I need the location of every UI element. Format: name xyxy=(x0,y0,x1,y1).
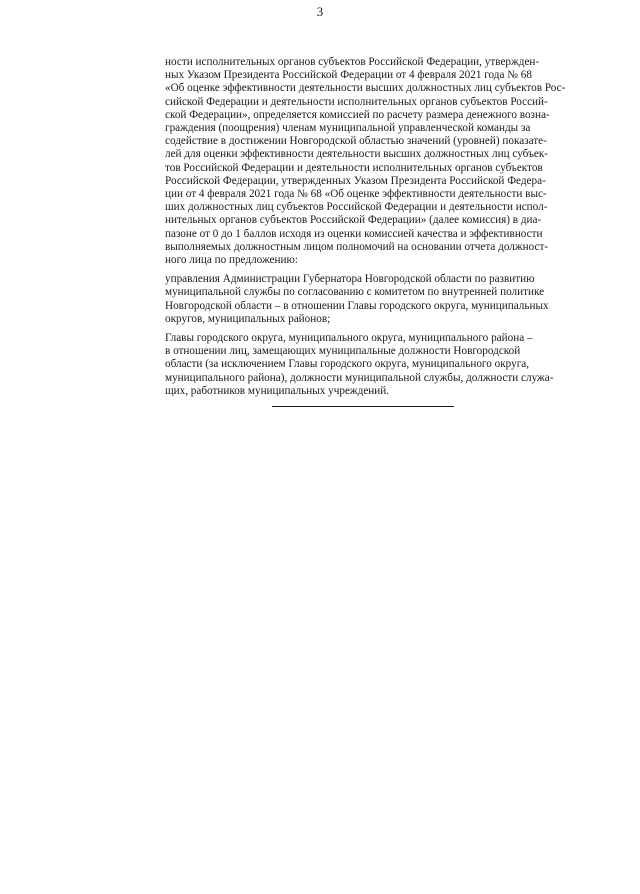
text-line: муниципальной службы по согласованию с комитетом по внутренней политике xyxy=(165,286,545,299)
text-line: Российской Федерации, утвержденных Указом Президента Российской Федера- xyxy=(165,174,546,187)
end-separator-line xyxy=(272,406,454,407)
text-line: ного лица по предложению: xyxy=(165,254,298,267)
text-line: управления Администрации Губернатора Новгородской области по развитию xyxy=(165,273,535,286)
text-line: содействие в достижении Новгородской областью значений (уровней) показате- xyxy=(165,135,547,148)
document-body xyxy=(165,56,607,398)
text-line: тов Российской Федерации и деятельности исполнительных органов субъектов xyxy=(165,161,543,174)
text-line: в отношении лиц, замещающих муниципальные должности Новгородской xyxy=(165,345,521,358)
text-line: граждения (поощрения) членам муниципальной управленческой команды за xyxy=(165,122,531,135)
paragraph-head-proposal xyxy=(165,332,607,398)
paragraph-evaluation-method xyxy=(165,56,607,267)
text-line: нительных органов субъектов Российской Федерации» (далее комиссия) в диа- xyxy=(165,214,542,227)
text-line: сийской Федерации и деятельности исполнительных органов субъектов Россий- xyxy=(165,95,548,108)
text-line: лей для оценки эффективности деятельности высших должностных лиц субъек- xyxy=(165,148,548,161)
text-line: ской Федерации», определяется комиссией по расчету размера денежного возна- xyxy=(165,108,550,121)
text-line: щих, работников муниципальных учреждений. xyxy=(165,384,390,397)
text-line: ности исполнительных органов субъектов Российской Федерации, утвержден- xyxy=(165,56,540,68)
text-line: пазоне от 0 до 1 баллов исходя из оценки комиссией качества и эффективности xyxy=(165,227,543,240)
text-line: муниципального района), должности муниципальной службы, должности служа- xyxy=(165,371,554,384)
text-line: округов, муниципальных районов; xyxy=(165,312,331,325)
text-line: Главы городского округа, муниципального округа, муниципального района – xyxy=(165,332,533,345)
text-line: выполняемых должностным лицом полномочий на основании отчета должност- xyxy=(165,240,549,253)
text-line: «Об оценке эффективности деятельности высших должностных лиц субъектов Рос- xyxy=(165,82,566,95)
text-line: ных Указом Президента Российской Федерации от 4 февраля 2021 года № 68 xyxy=(165,69,532,82)
text-line: области (за исключением Главы городского округа, муниципального округа, xyxy=(165,358,530,371)
text-line: ции от 4 февраля 2021 года № 68 «Об оценке эффективности деятельности выс- xyxy=(165,188,547,201)
page-number: 3 xyxy=(316,4,324,19)
text-line: ших должностных лиц субъектов Российской Федерации и деятельности испол- xyxy=(165,201,548,214)
text-line: Новгородской области – в отношении Главы городского округа, муниципальных xyxy=(165,299,549,312)
paragraph-administration-proposal xyxy=(165,273,607,326)
